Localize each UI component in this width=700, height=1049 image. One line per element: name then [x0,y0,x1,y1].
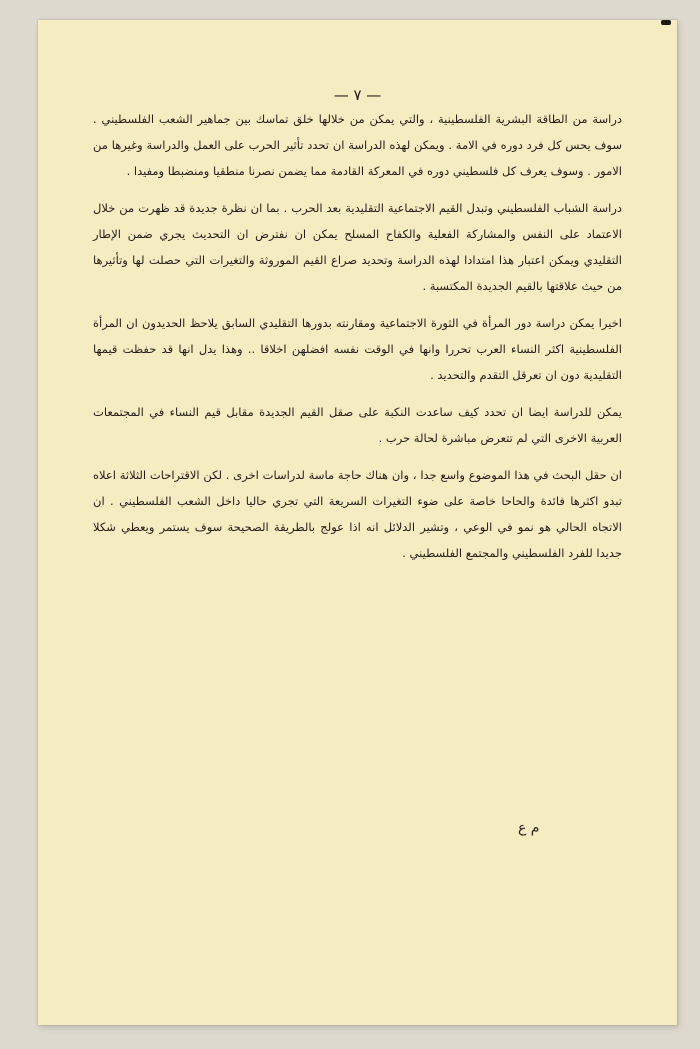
page-number: — ٧ — [333,86,382,104]
body-text [93,106,622,577]
document-page [38,20,677,1025]
corner-ink-mark [661,20,671,25]
paragraph-3: اخيرا يمكن دراسة دور المرأة في الثورة الاجتماعية ومقارنته بدورها التقليدي السابق يلاحظ الحديدون ان المرأة الفلسطينية اكثر النساء العرب تحررا وانها في الوقت نفسه افضلهن اخلاقا .. وهذا يدل انها قد حفظت قيمها التقليدية دون ان تعرقل التقدم والتحديد . [93,316,622,382]
paragraph-5: ان حقل البحث في هذا الموضوع واسع جدا ، وان هناك حاجة ماسة لدراسات اخرى . لكن الاقتراحات الثلاثة اعلاه تبدو اكثرها فائدة والحاحا خاصة على ضوء التغيرات السريعة التي تجري حاليا داخل الشعب الفلسطيني . ان الاتجاه الحالي هو نمو في الوعي ، وتشير الدلائل انه اذا عولج بالطريقة الصحيحة سوف يستمر ويعطي شكلا جديدا للفرد الفلسطيني والمجتمع الفلسطيني . [93,468,622,560]
paragraph-1: دراسة من الطاقة البشرية الفلسطينية ، والتي يمكن من خلالها خلق تماسك بين جماهير الشعب الفلسطيني . سوف يحس كل فرد دوره في الامة . ويمكن لهذه الدراسة ان تحدد تأثير الحرب على العمل والدراسة وغيرها من الامور . وسوف يعرف كل فلسطيني دوره في المعركة القادمة مما يضمن نصرنا منطقيا ومنضبطا ومفيدا . [93,112,622,178]
paragraph-2: دراسة الشباب الفلسطيني وتبدل القيم الاجتماعية التقليدية بعد الحرب . بما ان نظرة جديدة قد ظهرت من خلال الاعتماد على النفس والمشاركة الفعلية والكفاح المسلح يمكن ان نفترض ان التحديث يجري ضمن الإطار التقليدي ويمكن اعتبار هذا امتدادا لهذه الدراسة وتحديد صراع القيم الموروثة والتغيرات التي حصلت لها وتأثيرها من حيث علاقتها بالقيم الجديدة المكتسبة . [93,201,622,293]
handwritten-initials: م ع [518,820,540,836]
paragraph-4: يمكن للدراسة ايضا ان تحدد كيف ساعدت النكبة على صقل القيم الجديدة مقابل قيم النساء في المجتمعات العربية الاخرى التي لم تتعرض مباشرة لحالة حرب . [93,405,622,445]
